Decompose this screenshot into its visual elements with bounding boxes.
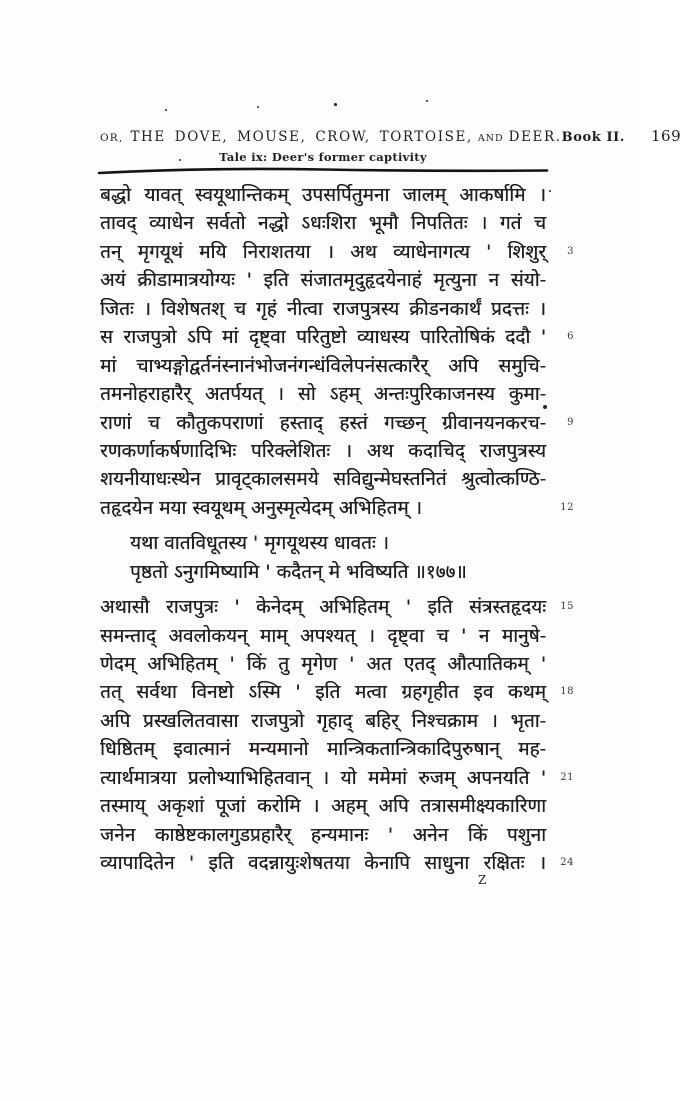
body-line-text: तहृदयेन मया स्वयूथम् अनुस्मृत्येदम् अभिहितम् । <box>100 496 422 519</box>
margin-line-number: 6 <box>567 331 574 343</box>
body-line <box>100 764 574 792</box>
body-line <box>100 295 546 323</box>
body-line <box>100 465 546 493</box>
body-line <box>100 352 546 380</box>
body-line <box>100 437 546 465</box>
body-line-text: समन्ताद् अवलोकयन् माम् अपश्यत् । दृष्ट्वा च ' न मानुषे- <box>100 624 546 647</box>
body-line-text: तमनोहराहारैर् अतर्पयत् । सो ऽहम् अन्तःपुरिकाजनस्य कुमा- <box>100 383 546 406</box>
margin-line-number: 21 <box>560 771 574 783</box>
body-line <box>100 622 546 650</box>
body-line <box>100 323 574 351</box>
body-line-text: रणकर्णाकर्षणादिभिः परिक्लेशितः । अथ कदाचिद् राजपुत्रस्य <box>100 439 546 462</box>
body-line <box>100 266 546 294</box>
tale-caption: Tale ix: Deer's former captivity <box>219 150 427 164</box>
body-line-text: जनेन काष्ठेष्टकालगुडप्रहारैर् हन्यमानः ' अनेन किं पशुना <box>100 823 546 846</box>
body-line <box>100 558 546 586</box>
margin-line-number: 18 <box>560 686 574 698</box>
body-line <box>100 380 546 408</box>
body-line-text: त्यार्थमात्रया प्रलोभ्याभिहितवान् । यो ममेमां रुजम् अपनयति ' <box>100 766 546 789</box>
page-header <box>100 127 681 145</box>
body-line <box>100 593 574 621</box>
body-line-text: धिष्ठितम् इवात्मानं मन्यमानो मान्त्रिकतान्त्रिकादिपुरुषान् मह- <box>100 738 546 761</box>
body-line-text: यथा वातविधूतस्य ' मृगयूथस्य धावतः । <box>130 532 389 555</box>
body-text <box>100 181 574 878</box>
margin-line-number: 15 <box>560 601 574 613</box>
body-line <box>100 409 574 437</box>
page-number: 169 <box>651 127 681 145</box>
body-line-text: मां चाभ्यङ्गोद्वर्तनंस्नानंभोजनंगन्धंविलेपनंसत्कारैर् अपि समुचि- <box>100 354 546 377</box>
running-title-and: AND <box>477 133 504 144</box>
scan-speck <box>257 106 259 108</box>
body-line <box>100 650 546 678</box>
running-title-end: DEER. <box>508 129 562 145</box>
margin-dot <box>543 405 547 409</box>
margin-line-number: 3 <box>567 245 574 257</box>
body-line-text: व्यापादितेन ' इति वदन्नायुःशेषतया केनापि साधुना रक्षितः । <box>100 852 546 875</box>
body-line <box>100 678 574 706</box>
scan-speck <box>179 159 181 161</box>
body-line-text: तावद् व्याधेन सर्वतो नद्धो ऽधःशिरा भूमौ निपतितः । गतं च <box>100 212 546 235</box>
body-line-text: णेदम् अभिहितम् ' किं तु मृगेण ' अत एतद् औत्पातिकम् ' <box>100 653 546 675</box>
body-line-text: तत् सर्वथा विनष्टो ऽस्मि ' इति मत्वा ग्रहगृहीत इव कथम् <box>100 681 546 704</box>
body-line <box>100 792 546 820</box>
body-line <box>100 209 546 237</box>
margin-line-number: 9 <box>567 416 574 428</box>
book-label: Book II. <box>561 130 625 145</box>
body-line-text: अथासौ राजपुत्रः ' केनेदम् अभिहितम् ' इति संत्रस्तहृदयः <box>100 596 546 619</box>
body-line <box>100 181 546 209</box>
body-line-text: राणां च कौतुकपराणां हस्ताद् हस्तं गच्छन् ग्रीवानयनकरच- <box>100 411 546 434</box>
margin-line-number: 24 <box>560 857 574 869</box>
scan-speck <box>426 100 428 102</box>
body-line <box>100 494 574 522</box>
body-line-text: तस्माय् अकृशां पूजां करोमि । अहम् अपि तत्रासमीक्ष्यकारिणा <box>100 795 546 818</box>
running-title-prefix: OR, <box>100 132 124 144</box>
body-line-text: अयं क्रीडामात्रयोग्यः ' इति संजातमृदुहृदयेनाहं मृत्युना न संयो- <box>100 269 546 292</box>
scan-speck <box>334 103 337 106</box>
body-line <box>100 821 546 849</box>
body-line-text: पृष्ठतो ऽनुगमिष्यामि ' कदैतन् मे भविष्यति ॥१७७॥ <box>130 560 467 583</box>
body-line-text: शयनीयाधःस्थेन प्रावृट्कालसमये सविद्युन्मेघस्तनितं श्रुत्वोत्कण्ठि- <box>100 468 546 491</box>
body-line <box>100 735 546 763</box>
body-line-text: बद्धो यावत् स्वयूथान्तिकम् उपसर्पितुमना जालम् आकर्षामि । <box>100 184 546 206</box>
header-rule <box>97 165 549 177</box>
body-line-text: स राजपुत्रो ऽपि मां दृष्ट्वा परितुष्टो व्याधस्य पारितोषिकं ददौ ' <box>100 326 546 349</box>
scan-speck <box>165 109 167 111</box>
running-title: THE DOVE, MOUSE, CROW, TORTOISE, <box>130 129 473 145</box>
body-line-text: जितः । विशेषतश् च गृहं नीत्वा राजपुत्रस्य क्रीडनकार्थं प्रदत्तः । <box>100 297 546 320</box>
body-line <box>100 529 546 557</box>
margin-line-number: 12 <box>560 501 574 513</box>
body-line <box>100 707 546 735</box>
body-line-text: अपि प्रस्खलितवासा राजपुत्रो गृहाद् बहिर् निश्चक्राम । भृता- <box>100 709 546 732</box>
body-line-text: तन् मृगयूथं मयि निराशतया । अथ व्याधेनागत्य ' शिशुर् <box>100 240 546 263</box>
body-line <box>100 238 574 266</box>
scan-speck <box>549 190 551 192</box>
signature-mark: Z <box>478 873 487 887</box>
